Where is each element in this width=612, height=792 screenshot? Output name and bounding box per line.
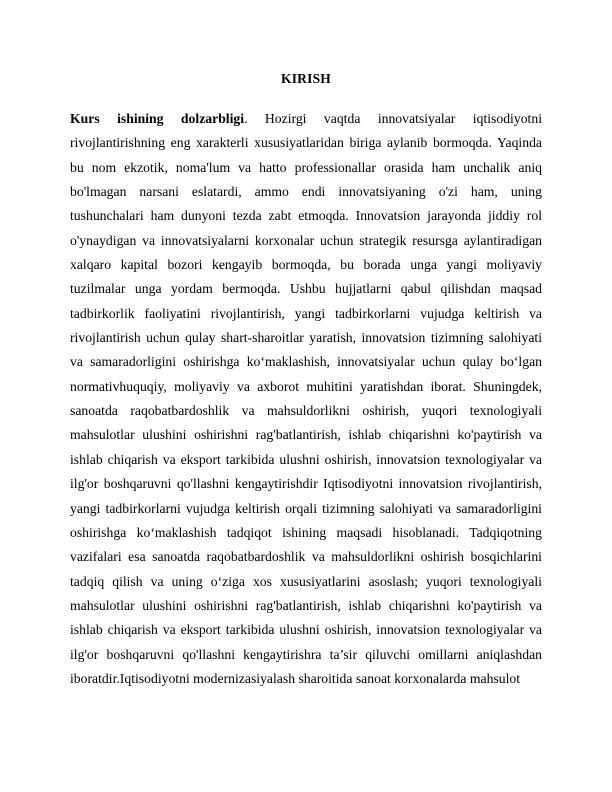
paragraph-lead: Kurs ishining dolzarbligi: [70, 111, 245, 126]
section-title: KIRISH: [281, 71, 331, 86]
body-paragraph: [70, 107, 542, 691]
paragraph-text: . Hozirgi vaqtda innovatsiyalar iqtisodiyotni rivojlantirishning eng xarakterli xususiyatlaridan biriga aylanib bormoqda. Yaqinda bu nom ekzotik, noma'lum va hatto professionallar orasida ham unchalik aniq bo'lmagan narsani eslatardi, ammo endi innovatsiyaning o'zi ham, uning tushunchalari ham dunyoni tezda zabt etmoqda. Innovatsion jarayonda jiddiy rol o'ynaydigan va innovatsiyalarni korxonalar uchun strategik resursga aylantiradigan xalqaro kapital bozori kengayib bormoqda, bu borada unga yangi moliyaviy tuzilmalar unga yordam bermoqda. Ushbu hujjatlarni qabul qilishdan maqsad tadbirkorlik faoliyatini rivojlantirish, yangi tadbirkorlarni vujudga keltirish va rivojlantirish uchun qulay shart-sharoitlar yaratish, innovatsion tizimning salohiyati va samaradorligini oshirishga ko‘maklashish, innovatsiyalar uchun qulay bo‘lgan normativhuquqiy, moliyaviy va axborot muhitini yaratishdan iborat. Shuningdek, sanoatda raqobatbardoshlik va mahsuldorlikni oshirish, yuqori texnologiyali mahsulotlar ulushini oshirishni rag'batlantirish, ishlab chiqarishni ko'paytirish va ishlab chiqarish va eksport tarkibida ulushni oshirish, innovatsion texnologiyalar va ilg'or boshqaruvni qo'llashni kengaytirishdir Iqtisodiyotni innovatsion rivojlantirish, yangi tadbirkorlarni vujudga keltirish orqali tizimning salohiyati va samaradorligini oshirishga ko‘maklashish tadqiqot ishining maqsadi hisoblanadi. Tadqiqotning vazifalari esa sanoatda raqobatbardoshlik va mahsuldorlikni oshirish bosqichlarini tadqiq qilish va uning o‘ziga xos xususiyatlarini asoslash; yuqori texnologiyali mahsulotlar ulushini oshirishni rag'batlantirish, ishlab chiqarishni ko'paytirish va ishlab chiqarish va eksport tarkibida ulushni oshirish, innovatsion texnologiyalar va ilg'or boshqaruvni qo'llashni kengaytirishra ta’sir qiluvchi omillarni aniqlashdan iboratdir.Iqtisodiyotni modernizasiyalash sharoitida sanoat korxonalarda mahsulot: [70, 111, 542, 686]
